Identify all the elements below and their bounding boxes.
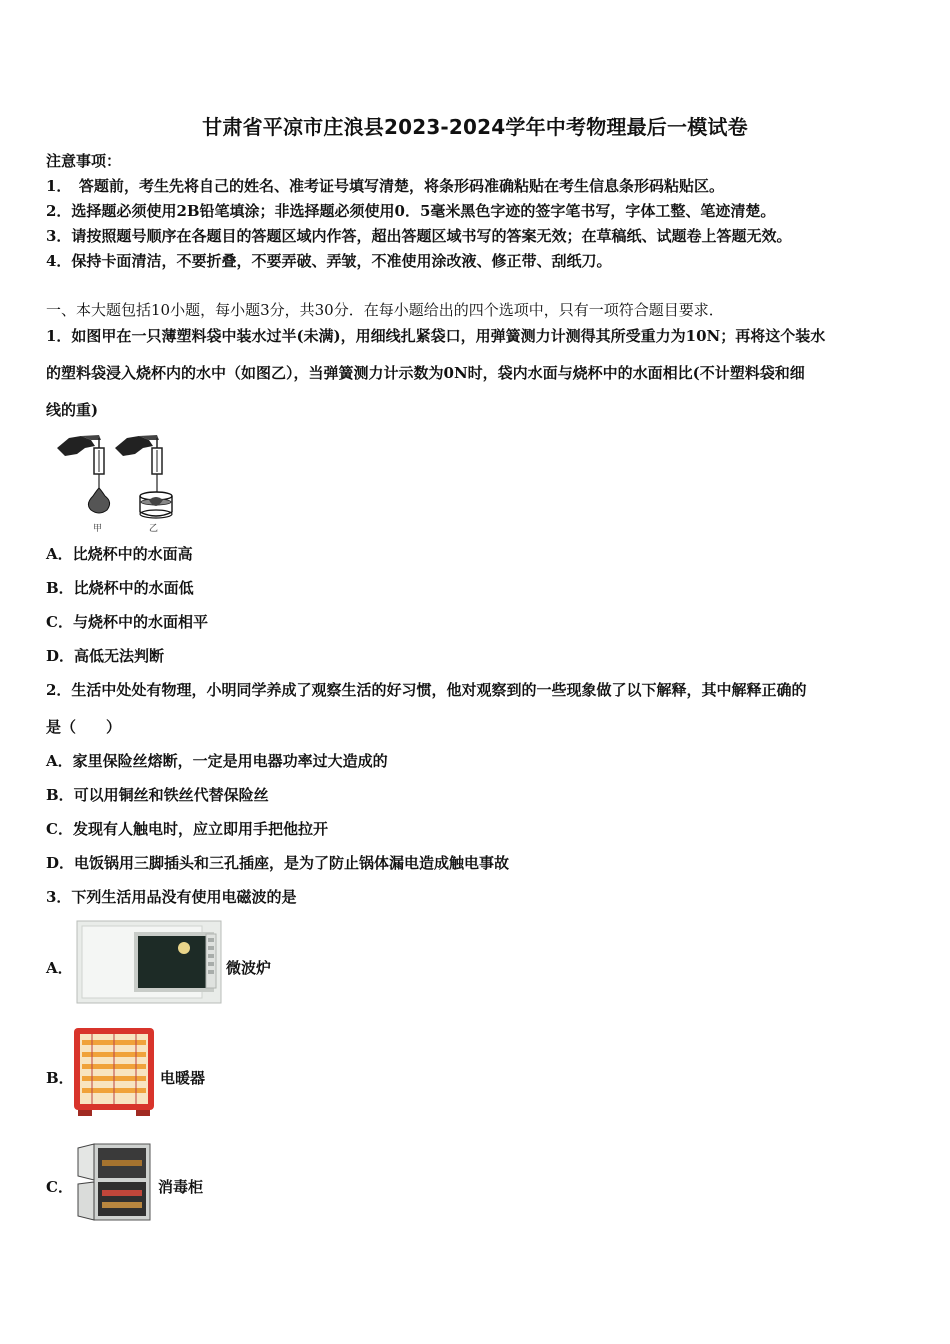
q2-stem-line-2: 是（ ） (46, 718, 122, 736)
notice-heading: 注意事项： (46, 152, 122, 170)
q1-option-a: A．比烧杯中的水面高 (46, 545, 193, 563)
q1-option-c: C．与烧杯中的水面相平 (46, 613, 208, 631)
section-heading: 一、本大题包括10小题，每小题3分，共30分．在每小题给出的四个选项中，只有一项符合题目要求． (46, 301, 724, 319)
fig-label-yi: 乙 (149, 524, 159, 534)
q2-option-c: C．发现有人触电时，应立即用手把他拉开 (46, 820, 328, 838)
disinfection-cabinet-image (74, 1140, 154, 1224)
q1-figure-spring-scale (55, 430, 180, 535)
q3-option-a-label: 微波炉 (226, 959, 272, 977)
fig-label-jia: 甲 (93, 524, 103, 534)
q1-stem-line-3: 线的重) (46, 401, 99, 419)
q1-option-b: B．比烧杯中的水面低 (46, 579, 194, 597)
q2-option-b: B．可以用铜丝和铁丝代替保险丝 (46, 786, 269, 804)
q3-option-c-letter: C． (46, 1178, 73, 1196)
notice-item-2: 2．选择题必须使用2B铅笔填涂；非选择题必须使用0．5毫米黑色字迹的签字笔书写，字体工整、笔迹清楚。 (46, 202, 776, 220)
q2-stem-line-1: 2．生活中处处有物理，小明同学养成了观察生活的好习惯，他对观察到的一些现象做了以下解释，其中解释正确的 (46, 681, 807, 699)
q3-stem: 3．下列生活用品没有使用电磁波的是 (46, 888, 297, 906)
q1-option-d: D．高低无法判断 (46, 647, 165, 665)
q2-option-a: A．家里保险丝熔断，一定是用电器功率过大造成的 (46, 752, 388, 770)
notice-item-3: 3．请按照题号顺序在各题目的答题区域内作答，超出答题区域书写的答案无效；在草稿纸、试题卷上答题无效。 (46, 227, 792, 245)
q1-stem-line-1: 1．如图甲在一只薄塑料袋中装水过半(未满)，用细线扎紧袋口，用弹簧测力计测得其所受重力为10N；再将这个装水 (46, 327, 826, 345)
q1-stem-line-2: 的塑料袋浸入烧杯内的水中（如图乙），当弹簧测力计示数为0N时，袋内水面与烧杯中的水面相比(不计塑料袋和细 (46, 364, 805, 382)
notice-item-1: 1． 答题前，考生先将自己的姓名、准考证号填写清楚，将条形码准确粘贴在考生信息条形码粘贴区。 (46, 177, 724, 195)
page-title: 甘肃省平凉市庄浪县2023-2024学年中考物理最后一模试卷 (202, 115, 748, 139)
q3-option-a-letter: A． (46, 959, 73, 977)
q2-option-d: D．电饭锅用三脚插头和三孔插座，是为了防止锅体漏电造成触电事故 (46, 854, 510, 872)
q3-option-b-label: 电暖器 (160, 1069, 206, 1087)
q3-option-b-letter: B． (46, 1069, 74, 1087)
notice-item-4: 4．保持卡面清洁，不要折叠，不要弄破、弄皱，不准使用涂改液、修正带、刮纸刀。 (46, 252, 612, 270)
q3-option-c-label: 消毒柜 (158, 1178, 204, 1196)
microwave-image (76, 920, 222, 1004)
heater-image (70, 1026, 158, 1118)
